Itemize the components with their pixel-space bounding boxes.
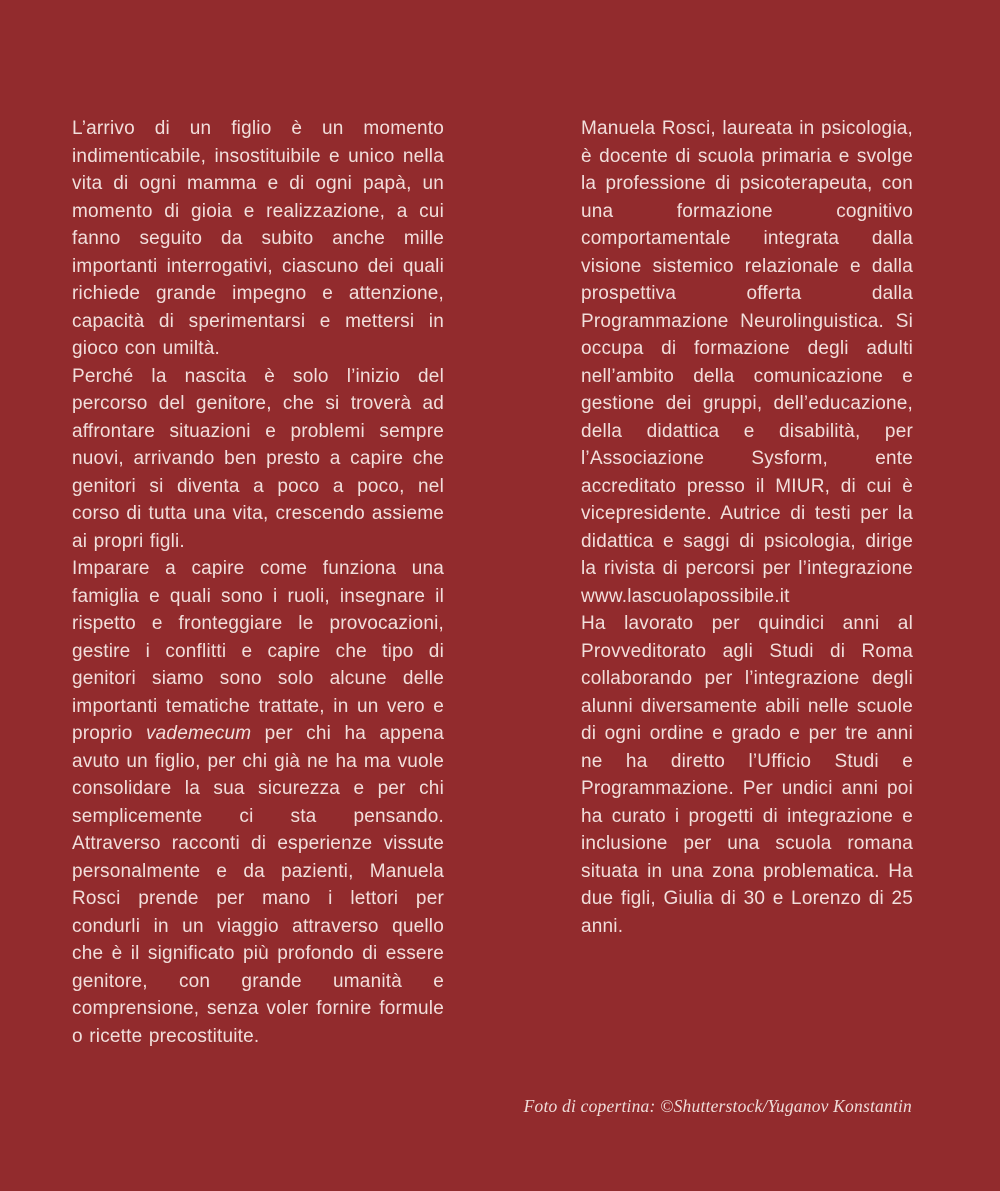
text-segment: Imparare a capire come funziona una famiglia e quali sono i ruoli, insegnare il rispetto e fronteggiare le provocazioni, gestire i conflitti e capire che tipo di genitori siamo sono solo alcune delle importanti tematiche trattate, in un vero e proprio <box>72 558 444 744</box>
photo-credit: Foto di copertina: ©Shutterstock/Yuganov Konstantin <box>523 1096 912 1116</box>
author-bio-column <box>581 115 913 940</box>
text-segment: Ha lavorato per quindici anni al Provveditorato agli Studi di Roma collaborando per l’integrazione degli alunni diversamente abili nelle scuole di ogni ordine e grado e per tre anni ne ha diretto l’Ufficio Studi e Programmazione. Per undici anni poi ha curato i progetti di integrazione e inclusione per una scuola romana situata in una zona problematica. Ha due figli, Giulia di 30 e Lorenzo di 25 anni. <box>581 613 913 937</box>
text-segment: per chi ha appena avuto un figlio, per chi già ne ha ma vuole consolidare la sua sicurezza e per chi semplicemente ci sta pensando. Attraverso racconti di esperienze vissute personalmente e da pazienti, Manuela Rosci prende per mano i lettori per condurli in un viaggio attraverso quello che è il significato più profondo di essere genitore, con grande umanità e comprensione, senza voler fornire formule o ricette precostituite. <box>72 723 445 1047</box>
paragraph <box>72 115 444 363</box>
text-segment: Perché la nascita è solo l’inizio del percorso del genitore, che si troverà ad affrontare situazioni e problemi sempre nuovi, arrivando ben presto a capire che genitori si diventa a poco a poco, nel corso di tutta una vita, crescendo assieme ai propri figli. <box>72 365 444 552</box>
italic-text-segment: vademecum <box>145 723 252 744</box>
book-blurb-column <box>72 115 444 1050</box>
text-segment: L’arrivo di un figlio è un momento indimenticabile, insostituibile e unico nella vita di ogni mamma e di ogni papà, un momento di gioia e realizzazione, a cui fanno seguito da subito anche mille importanti interrogativi, ciascuno dei quali richiede grande impegno e attenzione, capacità di sperimentarsi e mettersi in gioco con umiltà. <box>72 118 444 359</box>
text-segment: Manuela Rosci, laureata in psicologia, è docente di scuola primaria e svolge la professione di psicoterapeuta, con una formazione cognitivo comportamentale integrata dalla visione sistemico relazionale e dalla prospettiva offerta dalla Programmazione Neurolinguistica. Si occupa di formazione degli adulti nell’ambito della comunicazione e gestione dei gruppi, dell’educazione, della didattica e disabilità, per l’Associazione Sysform, ente accreditato presso il MIUR, di cui è vicepresidente. Autrice di testi per la didattica e saggi di psicologia, dirige la rivista di percorsi per l’integrazione www.lascuolapossibile.it <box>581 118 913 607</box>
paragraph <box>72 363 444 556</box>
paragraph <box>581 115 913 610</box>
paragraph <box>72 555 444 1050</box>
paragraph <box>581 610 913 940</box>
